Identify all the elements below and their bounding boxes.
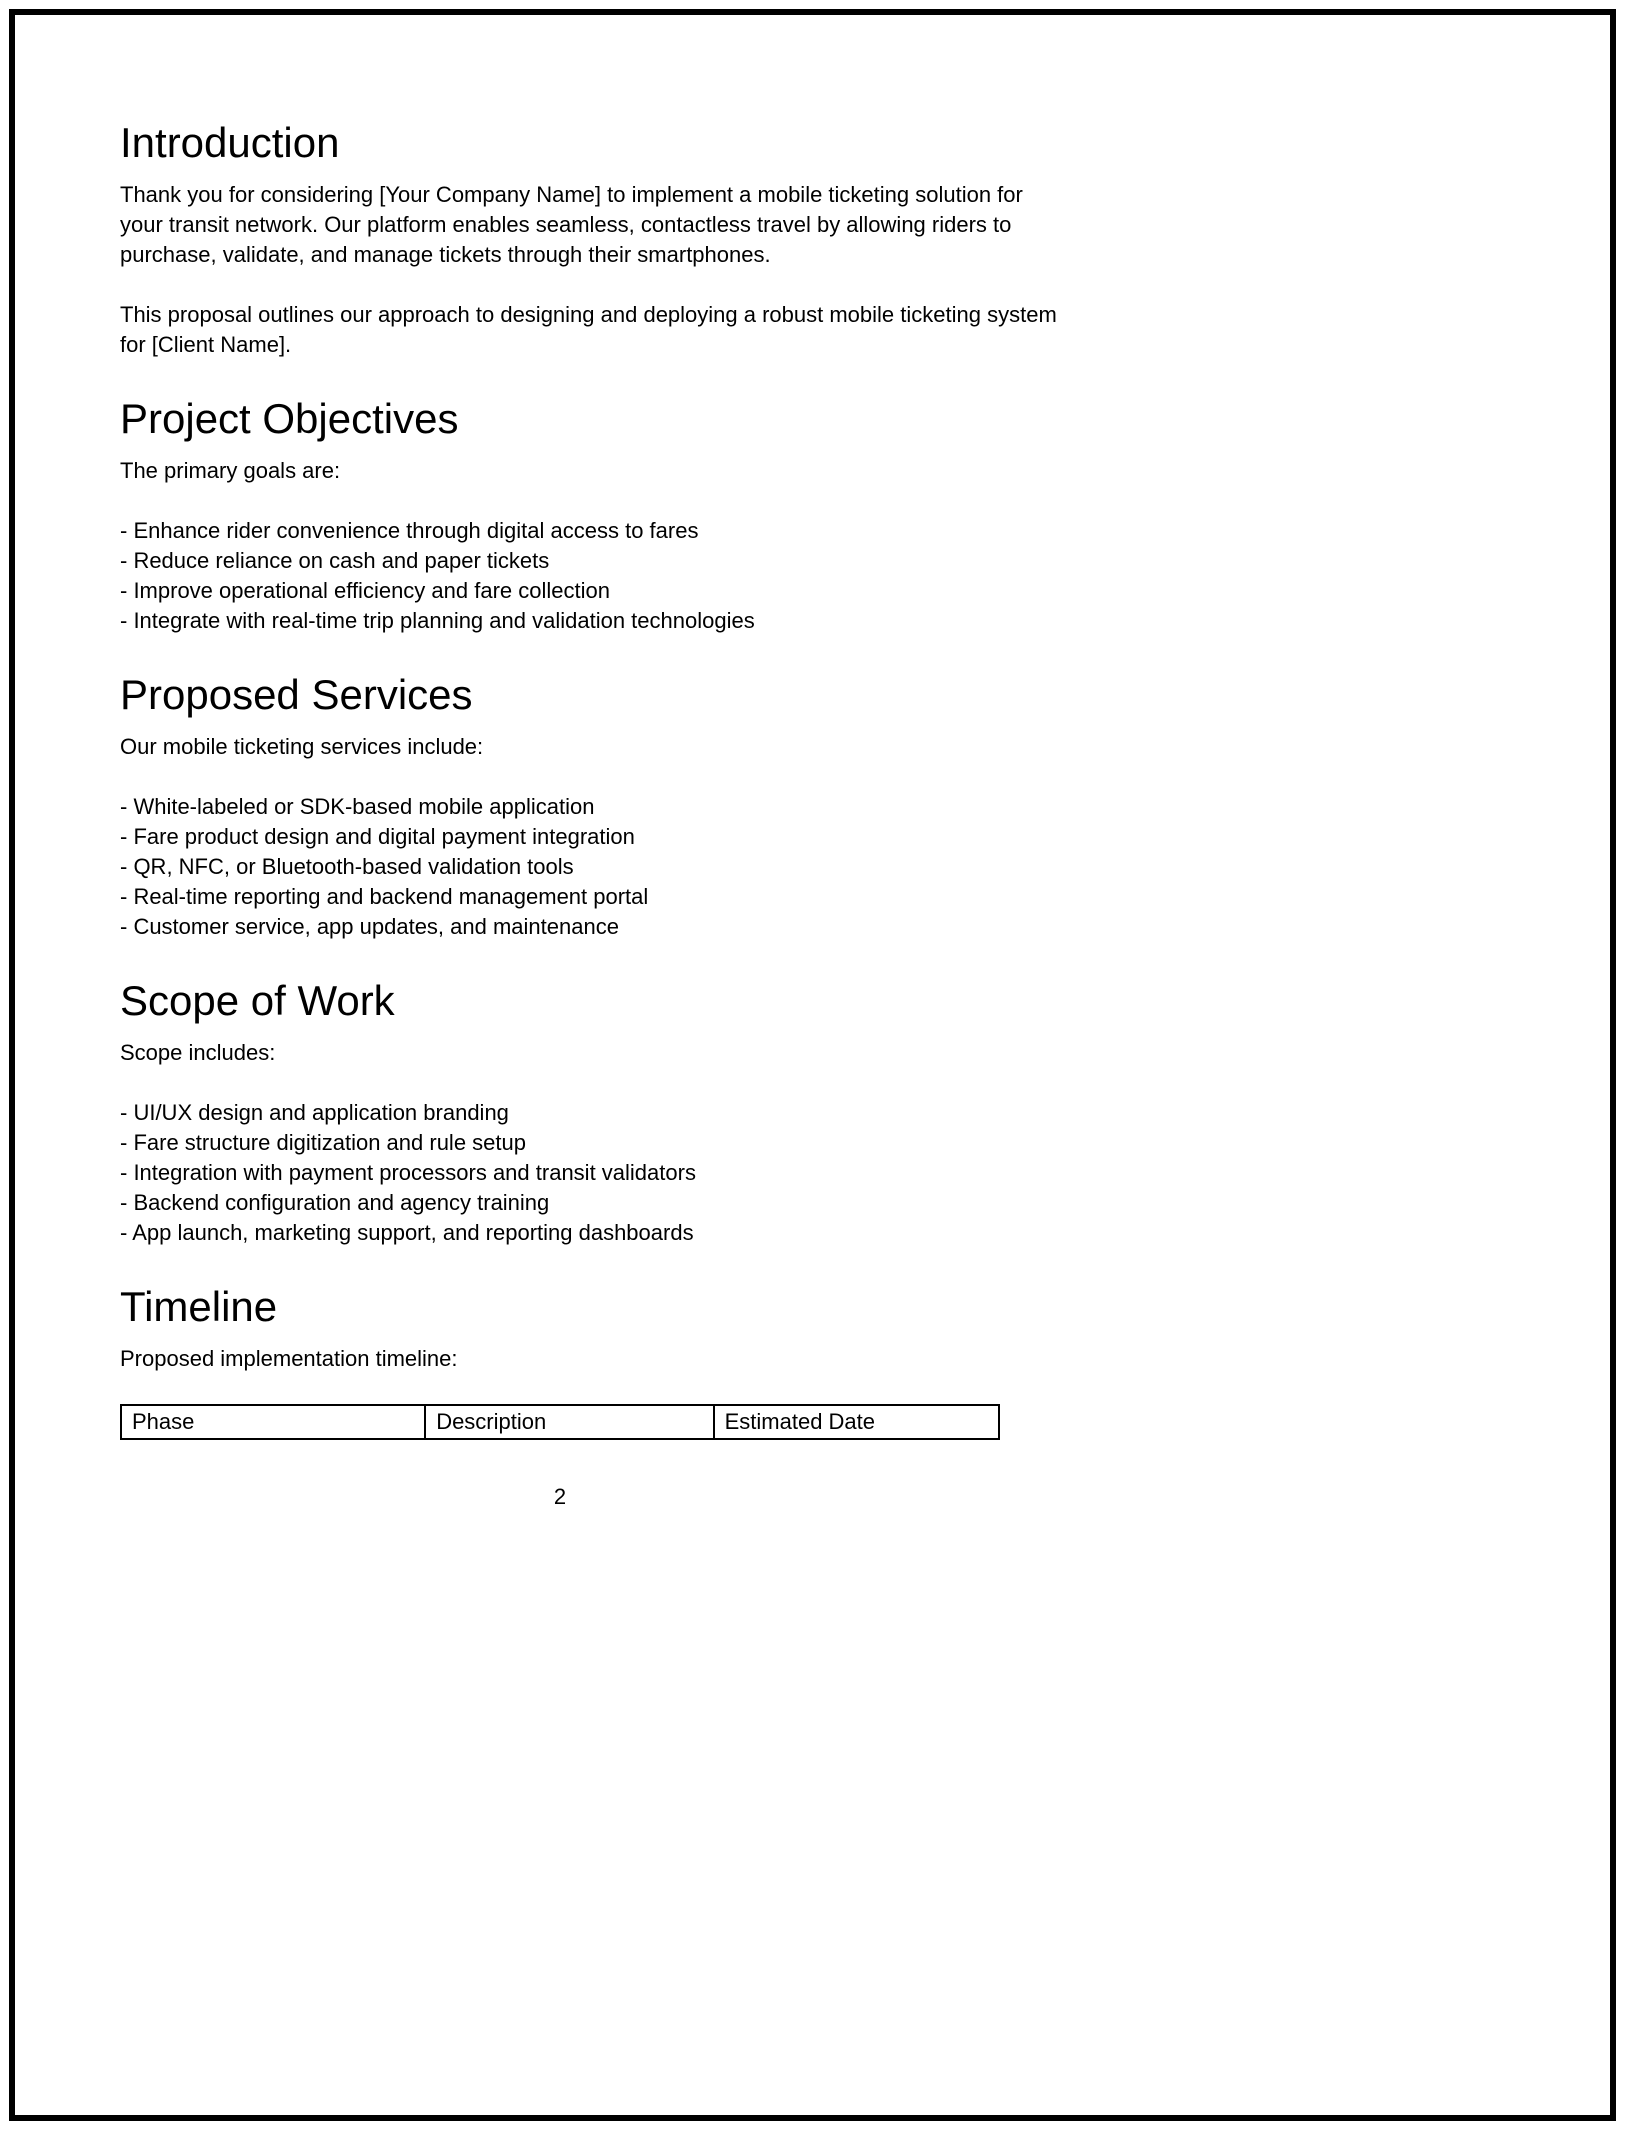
objectives-list: [120, 516, 1060, 636]
section-heading-introduction: Introduction: [120, 119, 340, 166]
section-heading-timeline: Timeline: [120, 1283, 278, 1330]
list-item: - Integration with payment processors and transit validators: [120, 1160, 696, 1185]
table-header-phase: Phase: [121, 1405, 425, 1439]
services-list: [120, 792, 1060, 942]
list-item: - Fare product design and digital payment integration: [120, 824, 635, 849]
table-header-estimated-date: Estimated Date: [714, 1405, 999, 1439]
page-number: 2: [553, 1484, 567, 1509]
list-item: - Customer service, app updates, and maintenance: [120, 914, 619, 939]
list-item: - App launch, marketing support, and reporting dashboards: [120, 1220, 694, 1245]
section-heading-proposed-services: Proposed Services: [120, 671, 473, 718]
scope-intro: Scope includes:: [120, 1040, 276, 1065]
scope-list: [120, 1098, 1060, 1248]
timeline-table: [120, 1404, 1000, 1440]
section-heading-project-objectives: Project Objectives: [120, 395, 459, 442]
services-intro: Our mobile ticketing services include:: [120, 734, 484, 759]
list-item: - Integrate with real-time trip planning and validation technologies: [120, 608, 755, 633]
list-item: - UI/UX design and application branding: [120, 1100, 509, 1125]
page-content: [120, 120, 1060, 1512]
intro-paragraph-2: This proposal outlines our approach to designing and deploying a robust mobile ticketing system for [Client Name].: [120, 302, 1057, 357]
list-item: - Improve operational efficiency and fare collection: [120, 578, 610, 603]
timeline-intro: Proposed implementation timeline:: [120, 1346, 458, 1371]
list-item: - Reduce reliance on cash and paper tickets: [120, 548, 550, 573]
list-item: - Real-time reporting and backend management portal: [120, 884, 649, 909]
list-item: - Fare structure digitization and rule setup: [120, 1130, 526, 1155]
timeline-table-header-row: [121, 1405, 999, 1439]
section-heading-scope-of-work: Scope of Work: [120, 977, 395, 1024]
objectives-intro: The primary goals are:: [120, 458, 341, 483]
list-item: - Enhance rider convenience through digital access to fares: [120, 518, 699, 543]
list-item: - White-labeled or SDK-based mobile application: [120, 794, 595, 819]
intro-paragraph-1: Thank you for considering [Your Company Name] to implement a mobile ticketing solution for your transit network. Our platform enables seamless, contactless travel by allowing riders to purchase, validate, and manage tickets through their smartphones.: [120, 182, 1023, 267]
table-header-description: Description: [425, 1405, 713, 1439]
list-item: - Backend configuration and agency training: [120, 1190, 550, 1215]
list-item: - QR, NFC, or Bluetooth-based validation tools: [120, 854, 574, 879]
